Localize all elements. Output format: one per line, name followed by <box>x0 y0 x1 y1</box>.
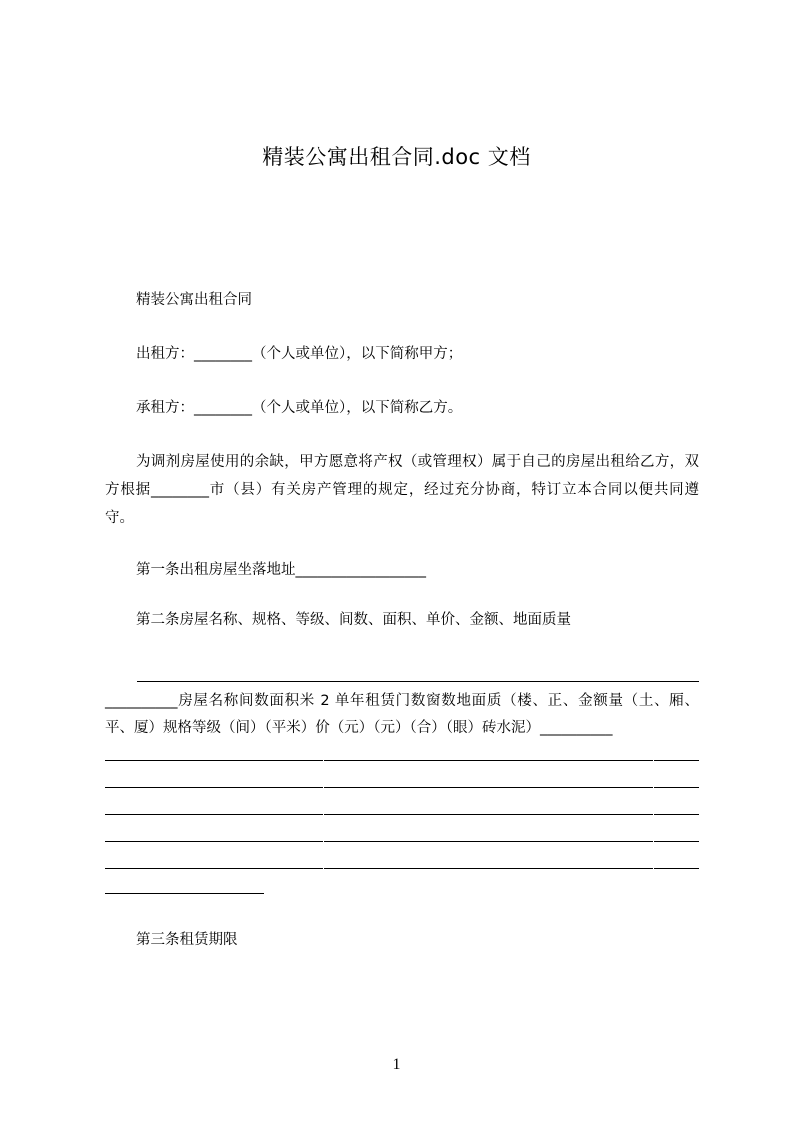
table-rule <box>654 787 699 788</box>
intro-paragraph: 为调剂房屋使用的余缺，甲方愿意将产权（或管理权）属于自己的房屋出租给乙方，双方根据________市（县）有关房产管理的规定，经过充分协商，特订立本合同以便共同遵守。 <box>105 454 699 526</box>
article-1-address: 第一条出租房屋坐落地址__________________ <box>136 562 426 578</box>
page-number: 1 <box>392 1056 401 1073</box>
table-rule <box>105 868 323 869</box>
article-3-heading: 第三条租赁期限 <box>136 932 238 948</box>
document-title: 精装公寓出租合同.doc 文档 <box>262 145 531 169</box>
table-bottom-rule <box>105 893 264 894</box>
table-rule <box>324 760 653 761</box>
table-rule <box>324 814 653 815</box>
table-rule <box>105 760 323 761</box>
table-rule <box>105 814 323 815</box>
lessor-line: 出租方：________（个人或单位），以下简称甲方； <box>136 346 463 362</box>
table-rule <box>324 787 653 788</box>
article-2-heading: 第二条房屋名称、规格、等级、间数、面积、单价、金额、地面质量 <box>136 612 571 628</box>
table-rule <box>654 868 699 869</box>
table-rule <box>324 841 653 842</box>
table-rule <box>105 841 323 842</box>
table-rule <box>654 760 699 761</box>
table-top-rule <box>137 681 699 682</box>
contract-heading: 精装公寓出租合同 <box>136 292 252 308</box>
room-table-text: __________房屋名称间数面积米 2 单年租赁门数窗数地面质（楼、正、金额量（土、厢、平、厦）规格等级（间）（平米）价（元）（元）（合）（眼）砖水泥）__________ <box>105 693 699 736</box>
table-rule <box>654 814 699 815</box>
table-rule <box>105 787 323 788</box>
table-rule <box>324 868 653 869</box>
table-rule <box>654 841 699 842</box>
lessee-line: 承租方：________（个人或单位），以下简称乙方。 <box>136 400 463 416</box>
